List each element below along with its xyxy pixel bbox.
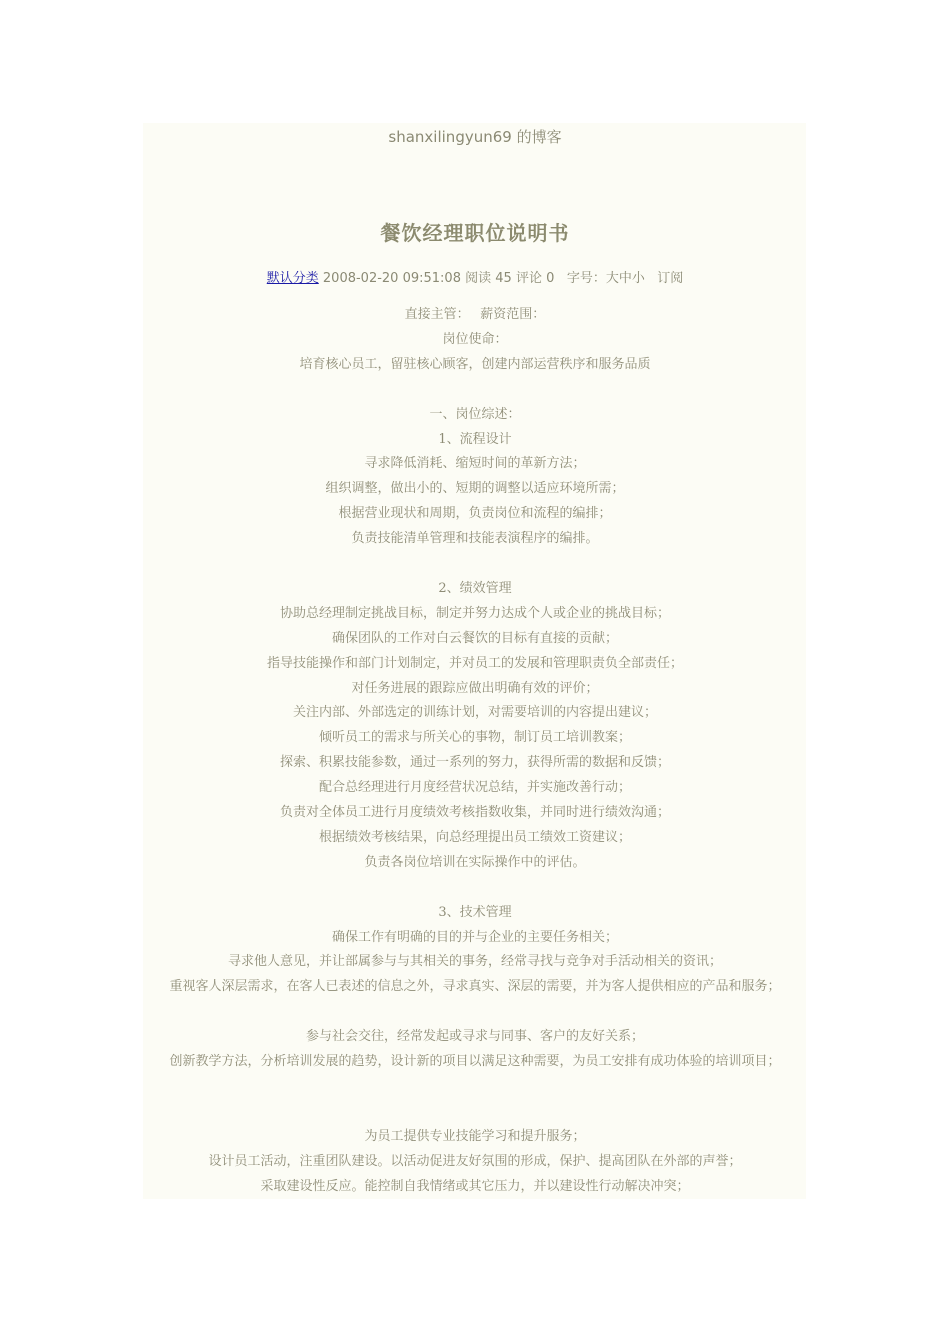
article-line [0, 876, 950, 900]
article-line: 设计员工活动，注重团队建设。以活动促进友好氛围的形成，保护、提高团队在外部的声誉； [208, 1153, 742, 1169]
category-link[interactable]: 默认分类 [266, 271, 319, 286]
article-line: 岗位使命： [442, 331, 508, 347]
article-line: 探索、积累技能参数，通过一系列的努力，获得所需的数据和反馈； [279, 755, 670, 771]
article-line: 采取建设性反应。能控制自我情绪或其它压力，并以建设性行动解决冲突； [260, 1178, 690, 1194]
article-line: 创新教学方法，分析培训发展的趋势，设计新的项目以满足这种需要，为员工安排有成功体验的培训项目； [169, 1054, 781, 1069]
article-line: 1、流程设计 [438, 431, 512, 447]
article-line: 寻求降低消耗、缩短时间的革新方法； [364, 456, 586, 472]
article-line: 组织调整，做出小的、短期的调整以适应环境所需； [325, 481, 625, 497]
article-line: 3、技术管理 [438, 904, 512, 920]
article-line [0, 1000, 950, 1024]
article-line: 根据绩效考核结果，向总经理提出员工绩效工资建议； [318, 829, 631, 845]
article-line: 一、岗位综述： [429, 406, 521, 422]
article-meta [0, 268, 950, 290]
article-line [0, 552, 950, 576]
article-line: 负责各岗位培训在实际操作中的评估。 [364, 854, 586, 870]
article-line: 2、绩效管理 [438, 580, 512, 596]
article-line: 配合总经理进行月度经营状况总结，并实施改善行动； [318, 780, 631, 796]
article-line: 负责技能清单管理和技能表演程序的编排。 [351, 531, 599, 547]
article-line: 根据营业现状和周期，负责岗位和流程的编排； [338, 506, 612, 522]
article-line [0, 1075, 950, 1099]
article-line: 对任务进展的跟踪应做出明确有效的评价； [351, 680, 599, 696]
article-line: 培育核心员工，留驻核心顾客，创建内部运营秩序和服务品质 [299, 356, 651, 372]
article-line: 负责对全体员工进行月度绩效考核指数收集，并同时进行绩效沟通； [279, 805, 670, 820]
article-line: 寻求他人意见，并让部属参与与其相关的事务，经常寻找与竞争对手活动相关的资讯； [227, 954, 722, 970]
article-line: 直接主管： 薪资范围： [404, 307, 546, 322]
article-line: 重视客人深层需求，在客人已表述的信息之外，寻求真实、深层的需要，并为客人提供相应的产品和服务； [169, 979, 781, 995]
comments-count: 0 [546, 271, 555, 286]
blog-name: shanxilingyun69 的博客 [388, 128, 562, 146]
comments-label: 评论 [515, 271, 542, 286]
reads-label: 阅读 [465, 271, 492, 286]
reads-count: 45 [495, 271, 512, 286]
article-line: 倾听员工的需求与所关心的事物，制订员工培训教案； [318, 730, 631, 746]
article-line: 协助总经理制定挑战目标，制定并努力达成个人或企业的挑战目标； [279, 605, 670, 621]
article-line: 参与社会交往，经常发起或寻求与同事、客户的友好关系； [305, 1029, 644, 1045]
article-line: 确保团队的工作对白云餐饮的目标有直接的贡献； [331, 630, 618, 646]
post-datetime: 2008-02-20 09:51:08 [322, 271, 461, 286]
article-line: 指导技能操作和部门计划制定，并对员工的发展和管理职责负全部责任； [266, 655, 683, 671]
article-line: 确保工作有明确的目的并与企业的主要任务相关； [331, 929, 618, 945]
article-title: 餐饮经理职位说明书 [380, 221, 570, 245]
article-line [0, 1100, 950, 1124]
font-size-control[interactable]: 字号：大中小 [566, 271, 645, 286]
article-line [0, 378, 950, 402]
article-line: 关注内部、外部选定的训练计划，对需要培训的内容提出建议； [292, 705, 657, 721]
subscribe-link[interactable]: 订阅 [657, 271, 684, 286]
article-line: 为员工提供专业技能学习和提升服务； [364, 1128, 586, 1144]
